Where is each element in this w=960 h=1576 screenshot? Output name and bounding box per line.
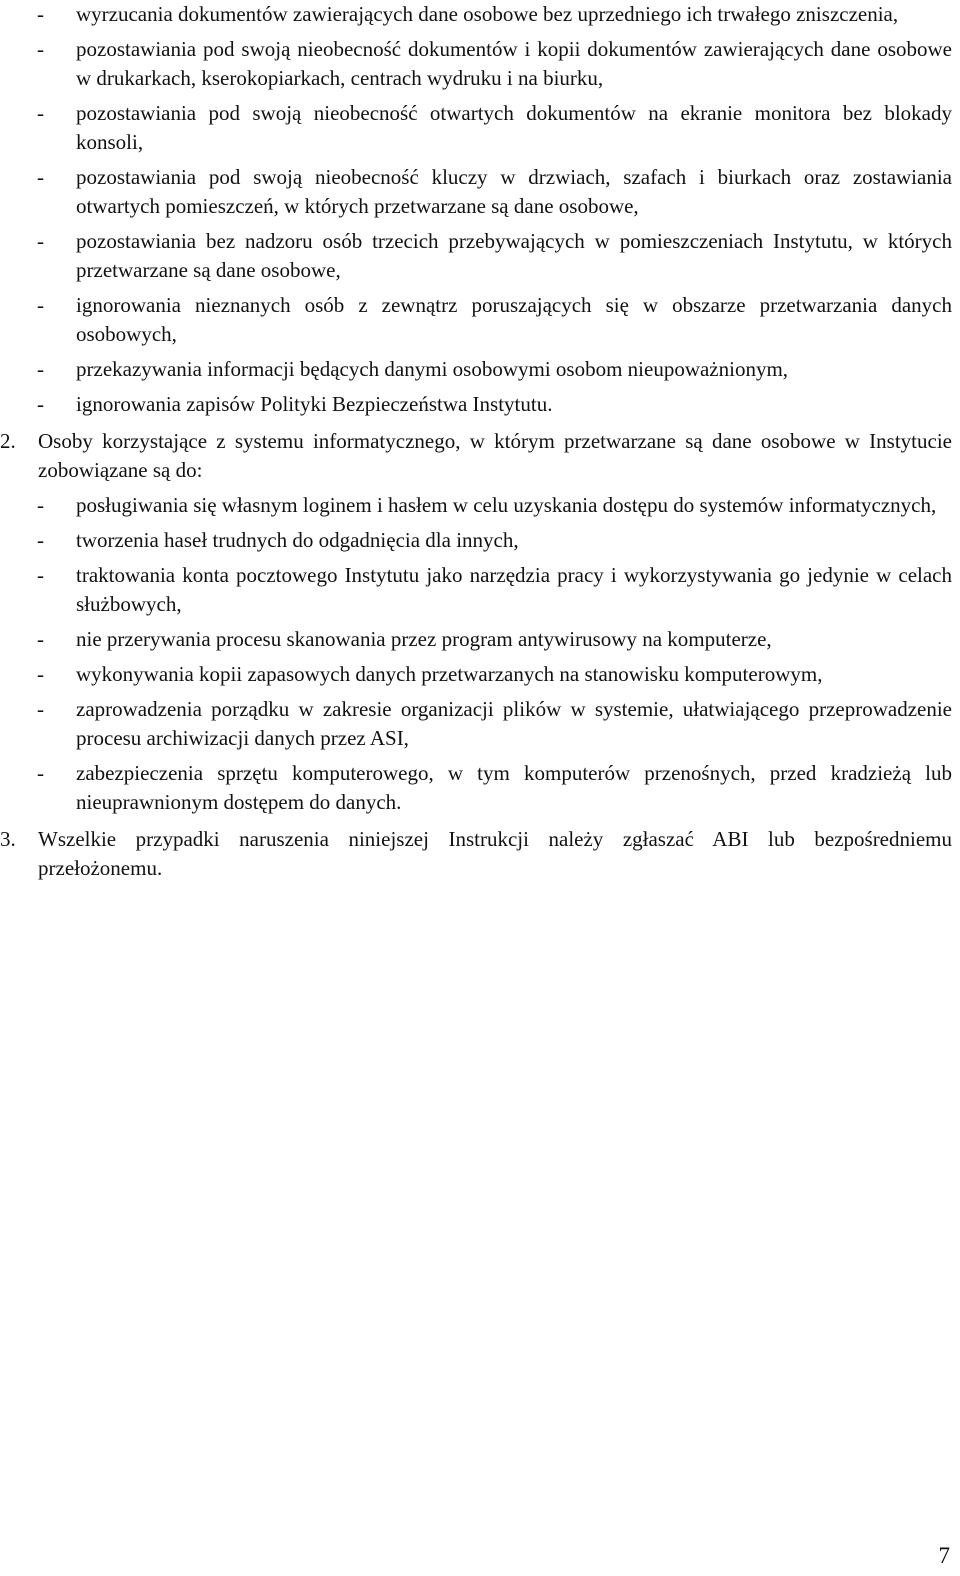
list-item: - tworzenia haseł trudnych do odgadnięcia dla innych, [38,526,952,555]
list-item: - zaprowadzenia porządku w zakresie organizacji plików w systemie, ułatwiającego przeprowadzenie procesu archiwizacji danych przez ASI, [38,695,952,753]
list-item: - wyrzucania dokumentów zawierających dane osobowe bez uprzedniego ich trwałego zniszczenia, [38,0,952,29]
list-item: - ignorowania zapisów Polityki Bezpieczeństwa Instytutu. [38,390,952,419]
list-item: - pozostawiania pod swoją nieobecność kluczy w drzwiach, szafach i biurkach oraz zostawiania otwartych pomieszczeń, w których przetwarzane są dane osobowe, [38,163,952,221]
list-item: - pozostawiania bez nadzoru osób trzecich przebywających w pomieszczeniach Instytutu, w których przetwarzane są dane osobowe, [38,227,952,285]
list-item: - zabezpieczenia sprzętu komputerowego, w tym komputerów przenośnych, przed kradzieżą lub nieuprawnionym dostępem do danych. [38,759,952,817]
page-number: 7 [938,1543,950,1568]
section3-number: 3. [0,827,16,851]
section3-paragraph [0,825,952,883]
section2-number: 2. [0,429,16,453]
list-item: - ignorowania nieznanych osób z zewnątrz poruszających się w obszarze przetwarzania danych osobowych, [38,291,952,349]
list-item: - pozostawiania pod swoją nieobecność otwartych dokumentów na ekranie monitora bez blokady konsoli, [38,99,952,157]
list-item: - nie przerywania procesu skanowania przez program antywirusowy na komputerze, [38,625,952,654]
section2-paragraph [0,427,952,485]
section2-list [38,491,952,817]
list-item: - wykonywania kopii zapasowych danych przetwarzanych na stanowisku komputerowym, [38,660,952,689]
list-item: - przekazywania informacji będących danymi osobowymi osobom nieupoważnionym, [38,355,952,384]
list-item: - traktowania konta pocztowego Instytutu jako narzędzia pracy i wykorzystywania go jedynie w celach służbowych, [38,561,952,619]
section2-intro: Osoby korzystające z systemu informatycznego, w którym przetwarzane są dane osobowe w Instytucie zobowiązane są do: [38,429,952,482]
list-item: - posługiwania się własnym loginem i hasłem w celu uzyskania dostępu do systemów informatycznych, [38,491,952,520]
list-item: - pozostawiania pod swoją nieobecność dokumentów i kopii dokumentów zawierających dane osobowe w drukarkach, kserokopiarkach, centrach wydruku i na biurku, [38,35,952,93]
section3-text: Wszelkie przypadki naruszenia niniejszej Instrukcji należy zgłaszać ABI lub bezpośredniemu przełożonemu. [38,827,952,880]
